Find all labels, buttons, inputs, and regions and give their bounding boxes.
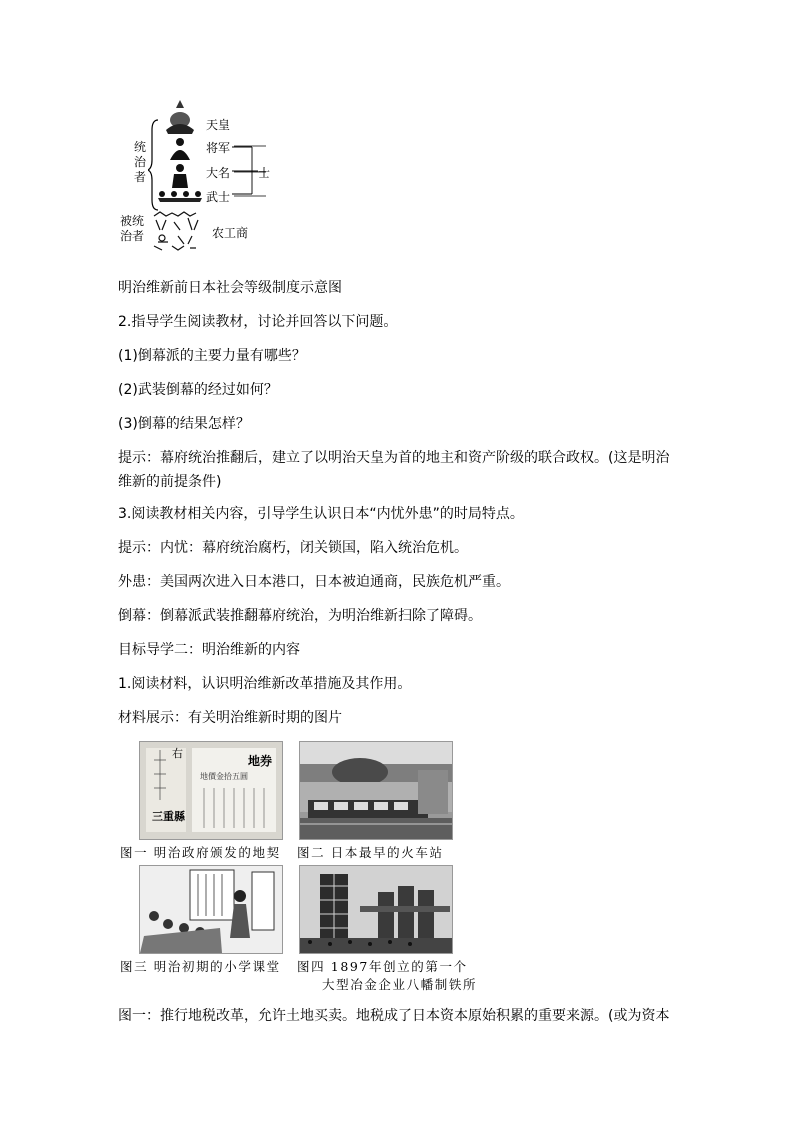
material-display: 材料展示：有关明治维新时期的图片	[118, 710, 342, 726]
question-3: (3)倒幕的结果怎样？	[118, 416, 250, 432]
deed-seal-text: 右	[172, 747, 183, 760]
figure-1-explanation: 图一：推行地税改革，允许土地买卖。地税成了日本资本原始积累的重要来源。(或为资本	[118, 1008, 670, 1024]
figure-3-caption: 图三 明治初期的小学课堂	[120, 959, 281, 974]
figure-2-caption: 图二 日本最早的火车站	[297, 845, 444, 860]
level-shogun: 将军	[206, 141, 231, 155]
hint-internal: 提示：内忧：幕府统治腐朽，闭关锁国，陷入统治危机。	[118, 540, 468, 556]
section-heading: 目标导学二：明治维新的内容	[118, 642, 300, 658]
diagram-caption: 明治维新前日本社会等级制度示意图	[118, 280, 342, 296]
question-1: (1)倒幕派的主要力量有哪些？	[118, 348, 306, 364]
level-daimyo: 大名	[206, 166, 231, 180]
land-deed-image	[139, 741, 283, 840]
figure-1-caption: 图一 明治政府颁发的地契	[120, 845, 281, 860]
shi-label: 士	[258, 166, 271, 180]
question-2: (2)武装倒幕的经过如何？	[118, 382, 278, 398]
paragraph-material-1: 1.阅读材料，认识明治维新改革措施及其作用。	[118, 676, 412, 692]
paragraph-guide-3: 3.阅读教材相关内容，引导学生认识日本“内忧外患”的时局特点。	[118, 506, 524, 522]
commoners-label: 农工商	[212, 226, 249, 240]
emperor-figure	[166, 100, 194, 134]
paragraph-guide-2: 2.指导学生阅读教材，讨论并回答以下问题。	[118, 314, 398, 330]
classroom-image	[139, 865, 283, 954]
shogun-figure	[170, 138, 190, 160]
brace	[148, 120, 158, 210]
deed-prefecture-text: 三重縣	[152, 810, 185, 823]
daimyo-figure	[172, 164, 188, 188]
samurai-figures	[158, 191, 202, 202]
external-threat: 外患：美国两次进入日本港口，日本被迫通商，民族危机严重。	[118, 574, 510, 590]
figure-4-caption-line2: 大型冶金企业八幡制铁所	[322, 977, 478, 992]
figure-4-caption-line1: 图四 1897年创立的第一个	[297, 959, 468, 974]
overthrow: 倒幕：倒幕派武装推翻幕府统治，为明治维新扫除了障碍。	[118, 608, 482, 624]
level-samurai: 武士	[206, 190, 231, 204]
deed-body-text: 地價金拾五圓	[200, 772, 248, 781]
steelworks-image	[299, 865, 453, 954]
hint-paragraph: 提示：幕府统治推翻后，建立了以明治天皇为首的地主和资产阶级的联合政权。(这是明治维新的前提条件)	[118, 450, 670, 490]
ruled-label: 被统治者	[120, 214, 145, 243]
ruler-label: 统治者	[134, 140, 147, 184]
level-emperor: 天皇	[206, 118, 231, 132]
commoner-figures	[154, 212, 198, 250]
railway-station-image	[299, 741, 453, 840]
deed-title-text: 地券	[248, 754, 273, 768]
